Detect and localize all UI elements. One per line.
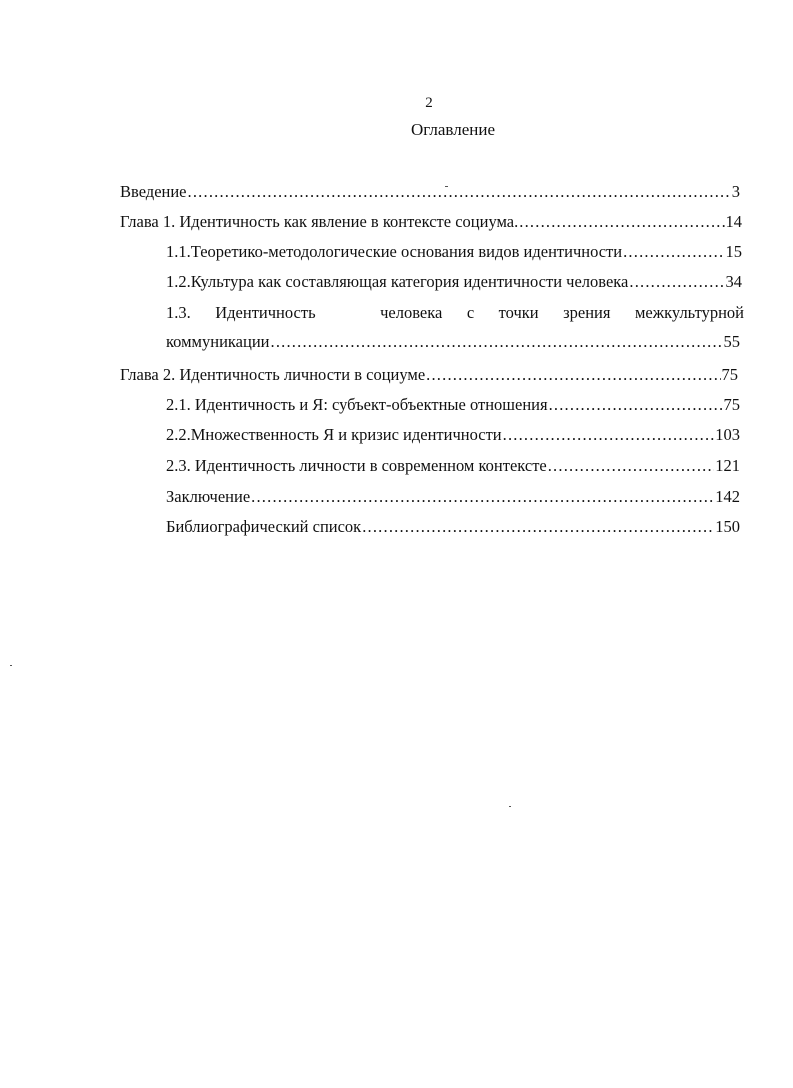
toc-entry-number: 1.3. — [166, 303, 191, 322]
dot-leader — [426, 364, 720, 386]
toc-entry-label: Теоретико-методологические основания видов идентичности — [190, 242, 623, 261]
toc-entry-intro — [120, 181, 740, 203]
dot-leader — [271, 331, 723, 353]
toc-entry-word: зрения — [563, 303, 611, 322]
dot-leader — [188, 181, 731, 203]
toc-entry-number: 1.2. — [166, 272, 191, 291]
toc-entry-word: точки — [498, 303, 539, 322]
dot-leader — [251, 486, 714, 508]
toc-entry-page: 3 — [731, 182, 740, 201]
toc-entry-section-1-3-line-2 — [166, 331, 740, 353]
toc-entry-page: 75 — [723, 395, 740, 414]
toc-entry-label: 2.2.Множественность Я и кризис идентичности — [166, 425, 502, 444]
toc-entry-section-2-2 — [166, 424, 740, 446]
toc-entry-bibliography — [166, 516, 740, 538]
dot-leader — [503, 424, 715, 446]
toc-entry-page: 150 — [715, 517, 740, 536]
dot-leader — [629, 271, 724, 293]
toc-entry-label: Глава 1. Идентичность как явление в контексте социума. — [120, 212, 519, 231]
toc-entry-page: 15 — [725, 242, 742, 261]
toc-entry-chapter-2 — [120, 364, 738, 386]
toc-entry-label: 2.1. Идентичность и Я: субъект-объектные отношения — [166, 395, 548, 414]
scan-speck — [10, 665, 12, 666]
dot-leader — [548, 455, 715, 477]
toc-entry-number: 1.1. — [166, 242, 191, 261]
toc-entry-section-2-3 — [166, 455, 740, 477]
toc-entry-conclusion — [166, 486, 740, 508]
toc-entry-page: 55 — [723, 332, 740, 351]
toc-entry-label: Культура как составляющая категория идентичности человека — [190, 272, 629, 291]
toc-entry-page: 142 — [715, 487, 740, 506]
toc-entry-section-2-1 — [166, 394, 740, 416]
toc-entry-page: 34 — [725, 272, 742, 291]
toc-entry-page: 121 — [715, 456, 740, 475]
toc-entry-label: 2.3. Идентичность личности в современном контексте — [166, 456, 547, 475]
toc-title: Оглавление — [411, 120, 495, 139]
toc-entry-word: межкультурной — [634, 303, 744, 322]
toc-entry-word: с — [466, 303, 475, 322]
dot-leader — [623, 241, 724, 263]
toc-entry-page: 14 — [725, 212, 742, 231]
scan-speck — [509, 806, 511, 807]
toc-entry-section-1-2 — [166, 271, 742, 293]
toc-entry-section-1-3-line-1 — [166, 302, 744, 324]
scan-speck — [445, 186, 448, 187]
toc-entry-word: человека — [380, 303, 443, 322]
toc-entry-label: Введение — [120, 182, 187, 201]
dot-leader — [362, 516, 714, 538]
toc-entry-page: 75 — [721, 365, 738, 384]
dot-leader — [519, 211, 724, 233]
toc-entry-label: Глава 2. Идентичность личности в социуме — [120, 365, 426, 384]
toc-entry-section-1-1 — [166, 241, 742, 263]
toc-entry-label: Библиографический список — [166, 517, 362, 536]
dot-leader — [549, 394, 723, 416]
toc-entry-label: Заключение — [166, 487, 251, 506]
toc-entry-label: коммуникации — [166, 332, 270, 351]
toc-entry-word: Идентичность — [215, 303, 316, 322]
toc-entry-chapter-1 — [120, 211, 742, 233]
toc-entry-page: 103 — [715, 425, 740, 444]
page-number: 2 — [425, 95, 433, 111]
